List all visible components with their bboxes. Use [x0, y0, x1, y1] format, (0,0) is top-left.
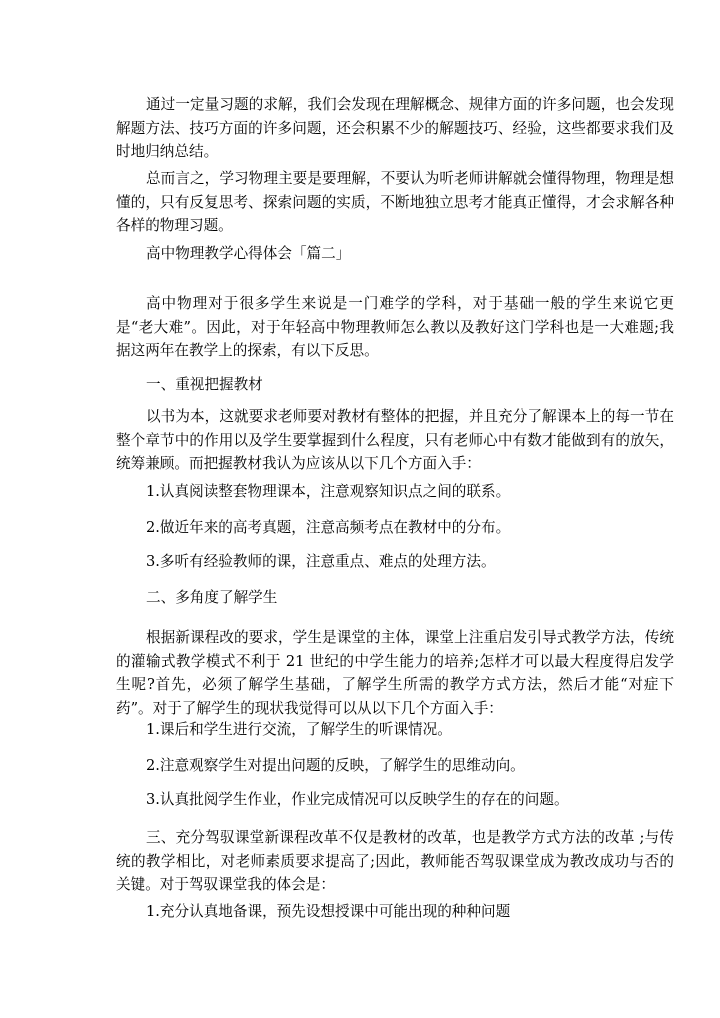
- paragraph-students: 根据新课程改的要求，学生是课堂的主体，课堂上注重启发引导式教学方法，传统的灌输式教学模式不利于 21 世纪的中学生能力的培养;怎样才可以最大程度得启发学生呢?首先，必须了解学生基础，了解学生所需的教学方式方法，然后才能“对症下药”。对于了解学生的现状我觉得可以从以下几个方面入手：: [116, 629, 674, 717]
- list-item-students-1: 1.课后和学生进行交流，了解学生的听课情况。: [146, 721, 452, 738]
- list-item-textbook-3: 3.多听有经验教师的课，注意重点、难点的处理方法。: [146, 553, 496, 570]
- paragraph-intro: 高中物理对于很多学生来说是一门难学的学科，对于基础一般的学生来说它更是“老大难”。因此，对于年轻高中物理教师怎么教以及教好这门学科也是一大难题;我据这两年在教学上的探索，有以下反思。: [116, 295, 674, 359]
- heading-textbook: 一、重视把握教材: [146, 376, 263, 393]
- section-title-part-two: 高中物理教学心得体会「篇二」: [146, 245, 351, 262]
- list-item-students-2: 2.注意观察学生对提出问题的反映，了解学生的思维动向。: [146, 757, 525, 774]
- heading-students: 二、多角度了解学生: [146, 589, 278, 606]
- list-item-textbook-2: 2.做近年来的高考真题，注意高频考点在教材中的分布。: [146, 519, 511, 536]
- paragraph-classroom: 三、充分驾驭课堂新课程改革不仅是教材的改革，也是教学方式方法的改革 ;与传统的教学相比，对老师素质要求提高了;因此，教师能否驾驭课堂成为教改成功与否的关键。对于驾驭课堂我的体会是：: [116, 829, 674, 893]
- paragraph-summary-practice: 通过一定量习题的求解，我们会发现在理解概念、规律方面的许多问题，也会发现解题方法、技巧方面的许多问题，还会积累不少的解题技巧、经验，这些都要求我们及时地归纳总结。: [116, 96, 674, 160]
- list-item-students-3: 3.认真批阅学生作业，作业完成情况可以反映学生的存在的问题。: [146, 791, 569, 808]
- paragraph-textbook: 以书为本，这就要求老师要对教材有整体的把握，并且充分了解课本上的每一节在整个章节中的作用以及学生要掌握到什么程度，只有老师心中有数才能做到有的放矢，统筹兼顾。而把握教材我认为应该从以下几个方面入手：: [116, 408, 674, 472]
- list-item-textbook-1: 1.认真阅读整套物理课本，注意观察知识点之间的联系。: [146, 483, 511, 500]
- paragraph-conclusion: 总而言之，学习物理主要是要理解，不要认为听老师讲解就会懂得物理，物理是想懂的，只有反复思考、探索问题的实质，不断地独立思考才能真正懂得，才会求解各种各样的物理习题。: [116, 170, 674, 234]
- list-item-classroom-1: 1.充分认真地备课，预先设想授课中可能出现的种种问题: [146, 903, 511, 920]
